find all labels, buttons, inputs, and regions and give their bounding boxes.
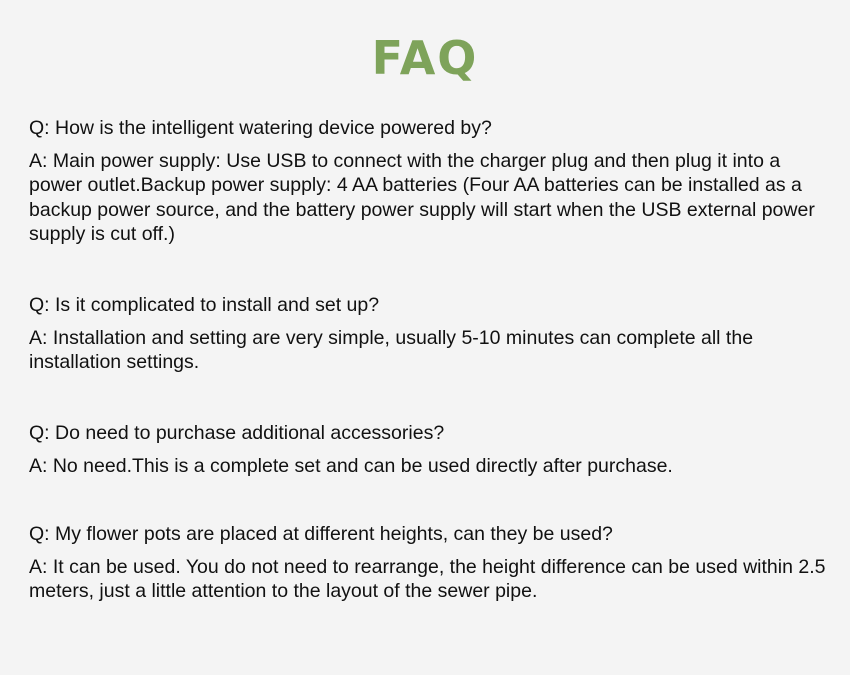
- faq-answer: A: It can be used. You do not need to rearrange, the height difference can be used within 2.5 meters, just a little attention to the layout of the sewer pipe.: [29, 555, 826, 602]
- faq-list: [29, 116, 829, 604]
- faq-item: [29, 116, 829, 293]
- faq-answer: A: Main power supply: Use USB to connect with the charger plug and then plug it into a power outlet.Backup power supply: 4 AA batteries (Four AA batteries can be installed as a backup power source, and the battery power supply will start when the USB external power supply is cut off.): [29, 149, 815, 245]
- faq-question: Q: My flower pots are placed at different heights, can they be used?: [29, 523, 613, 545]
- faq-item: [29, 293, 829, 421]
- faq-question: Q: Do need to purchase additional accessories?: [29, 422, 445, 444]
- faq-question: Q: Is it complicated to install and set up?: [29, 294, 380, 316]
- faq-answer: A: Installation and setting are very simple, usually 5-10 minutes can complete all the installation settings.: [29, 326, 754, 373]
- faq-answer: A: No need.This is a complete set and can be used directly after purchase.: [29, 454, 673, 477]
- page-title: FAQ: [371, 31, 479, 85]
- faq-question: Q: How is the intelligent watering device powered by?: [29, 117, 492, 139]
- faq-item: [29, 522, 829, 604]
- faq-item: [29, 421, 829, 522]
